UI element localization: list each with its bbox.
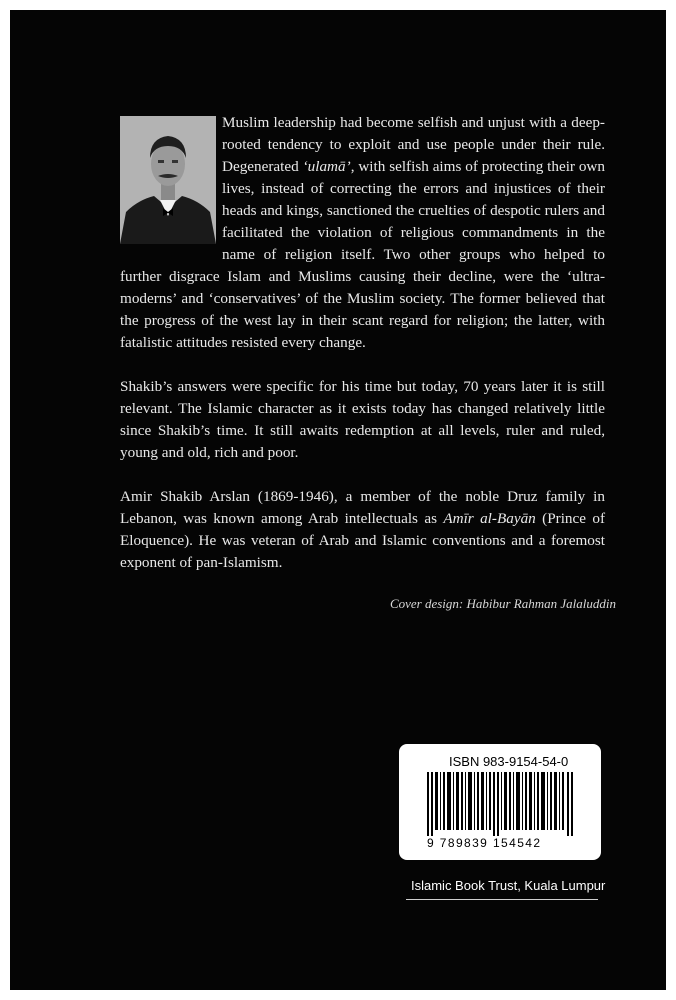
ean-digits: 9 789839 154542: [427, 836, 542, 850]
paragraph-3-term: Amīr al-Bayān: [443, 510, 536, 527]
publisher-divider: [406, 899, 598, 900]
paragraph-3-text-a: Amir Shakib Arslan (1869-1946), a member of the noble Druz family in Lebanon, was known among Arab intellectuals as: [120, 488, 605, 527]
isbn-number: ISBN 983-9154-54-0: [449, 754, 569, 769]
paragraph-3-text-b: (Prince of Eloquence). He was veteran of Arab and Islamic conventions and a foremost exponent of pan-Islamism.: [120, 510, 606, 571]
barcode-bars: [427, 772, 575, 836]
publisher-name: Islamic Book Trust, Kuala Lumpur: [411, 878, 606, 893]
paragraph-1-text-a: Muslim leadership had become selfish and unjust with a deep-rooted tendency to exploit and use people under their rule. Degenerated: [222, 114, 605, 175]
paragraph-3: [120, 486, 605, 574]
cover-design-credit: Cover design: Habibur Rahman Jalaluddin: [389, 596, 616, 611]
author-portrait: [120, 116, 216, 244]
paragraph-2: Shakib’s answers were specific for his time but today, 70 years later it is still relevant. The Islamic character as it exists today has changed relatively little since Shakib’s time. It still awaits redemption at all levels, ruler and ruled, young and old, rich and poor.: [120, 378, 605, 461]
blurb-text: [120, 112, 605, 596]
isbn-barcode-label: [399, 744, 601, 860]
paragraph-1-term: ‘ulamā’: [302, 158, 351, 175]
paragraph-1-text-b: , with selfish aims of protecting their own lives, instead of correcting the errors and injustices of their heads and kings, sanctioned the cruelties of despotic rulers and facilitated the violation of religious commandments in the name of religion itself. Two other groups who helped to further disgrace Islam and Muslims causing their decline, were the ‘ultra-moderns’ and ‘conservatives’ of the Muslim society. The former believed that the progress of the west lay in their scant regard for religion; the latter, with fatalistic attitudes resisted every change.: [120, 158, 605, 351]
